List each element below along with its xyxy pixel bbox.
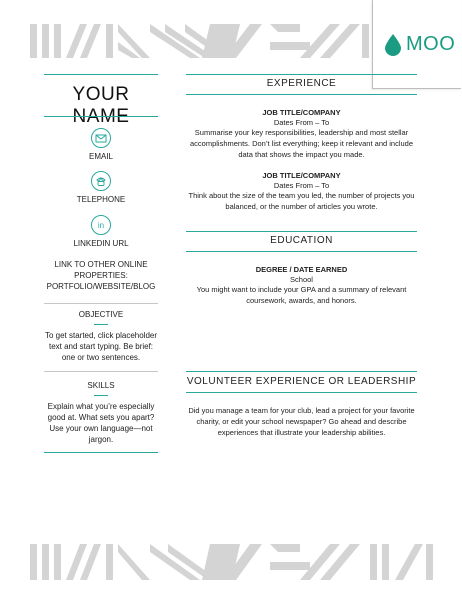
skills-title: SKILLS xyxy=(87,381,115,390)
online-properties-text: LINK TO OTHER ONLINE PROPERTIES: PORTFOLIO/WEBSITE/BLOG xyxy=(46,260,156,291)
name-rule-top xyxy=(44,74,158,75)
job-1-title: JOB TITLE/COMPANY xyxy=(262,108,341,117)
drop-icon xyxy=(385,34,401,56)
job-1-dates: Dates From – To xyxy=(273,118,330,127)
job-1-description: Summarise your key responsibilities, leadership and most stellar accomplishments. Don’t list everything; keep it relevant and include data that shows the impact you made. xyxy=(189,128,414,159)
job-2-title: JOB TITLE/COMPANY xyxy=(262,171,341,180)
moo-logo-card xyxy=(372,0,461,89)
skills-text: Explain what you’re especially good at. What sets you apart? Use your own language—not jargon. xyxy=(47,402,155,444)
education-rule-top xyxy=(186,231,417,232)
linkedin-label: LINKEDIN URL xyxy=(73,239,129,248)
your-name: YOUR NAME xyxy=(72,84,130,127)
objective-accent-rule xyxy=(94,324,108,325)
experience-title: EXPERIENCE xyxy=(266,78,337,89)
skills-accent-rule xyxy=(94,395,108,396)
telephone-icon xyxy=(95,175,107,187)
skills-rule-top xyxy=(44,371,158,372)
email-icon-circle xyxy=(91,128,111,148)
decorative-band-bottom xyxy=(0,540,462,586)
email-label: EMAIL xyxy=(88,152,113,161)
volunteer-title: VOLUNTEER EXPERIENCE OR LEADERSHIP xyxy=(186,376,417,387)
telephone-icon-circle xyxy=(91,171,111,191)
objective-rule-top xyxy=(44,303,158,304)
left-column-bottom-rule xyxy=(44,452,158,453)
degree-title: DEGREE / DATE EARNED xyxy=(255,265,348,274)
objective-text: To get started, click placeholder text and start typing. Be brief: one or two sentences. xyxy=(44,331,158,362)
volunteer-rule-bottom xyxy=(186,392,417,393)
linkedin-icon-circle xyxy=(91,215,111,235)
moo-logo-text: MOO xyxy=(406,33,456,55)
school-name: School xyxy=(290,275,313,284)
job-2-description: Think about the size of the team you led, the number of projects you balanced, or the number of articles you wrote. xyxy=(188,191,415,211)
volunteer-description: Did you manage a team for your club, lead a project for your favorite charity, or edit your school newspaper? Go ahead and describe experiences that illustrate your leadership abilities. xyxy=(188,406,415,437)
objective-title: OBJECTIVE xyxy=(78,310,124,319)
education-description: You might want to include your GPA and a summary of relevant coursework, awards, and honors. xyxy=(196,285,407,305)
envelope-icon xyxy=(95,132,107,144)
name-rule-bottom xyxy=(44,116,158,117)
job-2-dates: Dates From – To xyxy=(273,181,330,190)
education-rule-bottom xyxy=(186,251,417,252)
volunteer-rule-top xyxy=(186,371,417,372)
experience-rule-top xyxy=(186,74,417,75)
svg-text:in: in xyxy=(97,221,105,230)
linkedin-icon xyxy=(95,219,107,231)
education-title: EDUCATION xyxy=(270,235,333,246)
experience-rule-bottom xyxy=(186,94,417,95)
telephone-label: TELEPHONE xyxy=(76,195,126,204)
